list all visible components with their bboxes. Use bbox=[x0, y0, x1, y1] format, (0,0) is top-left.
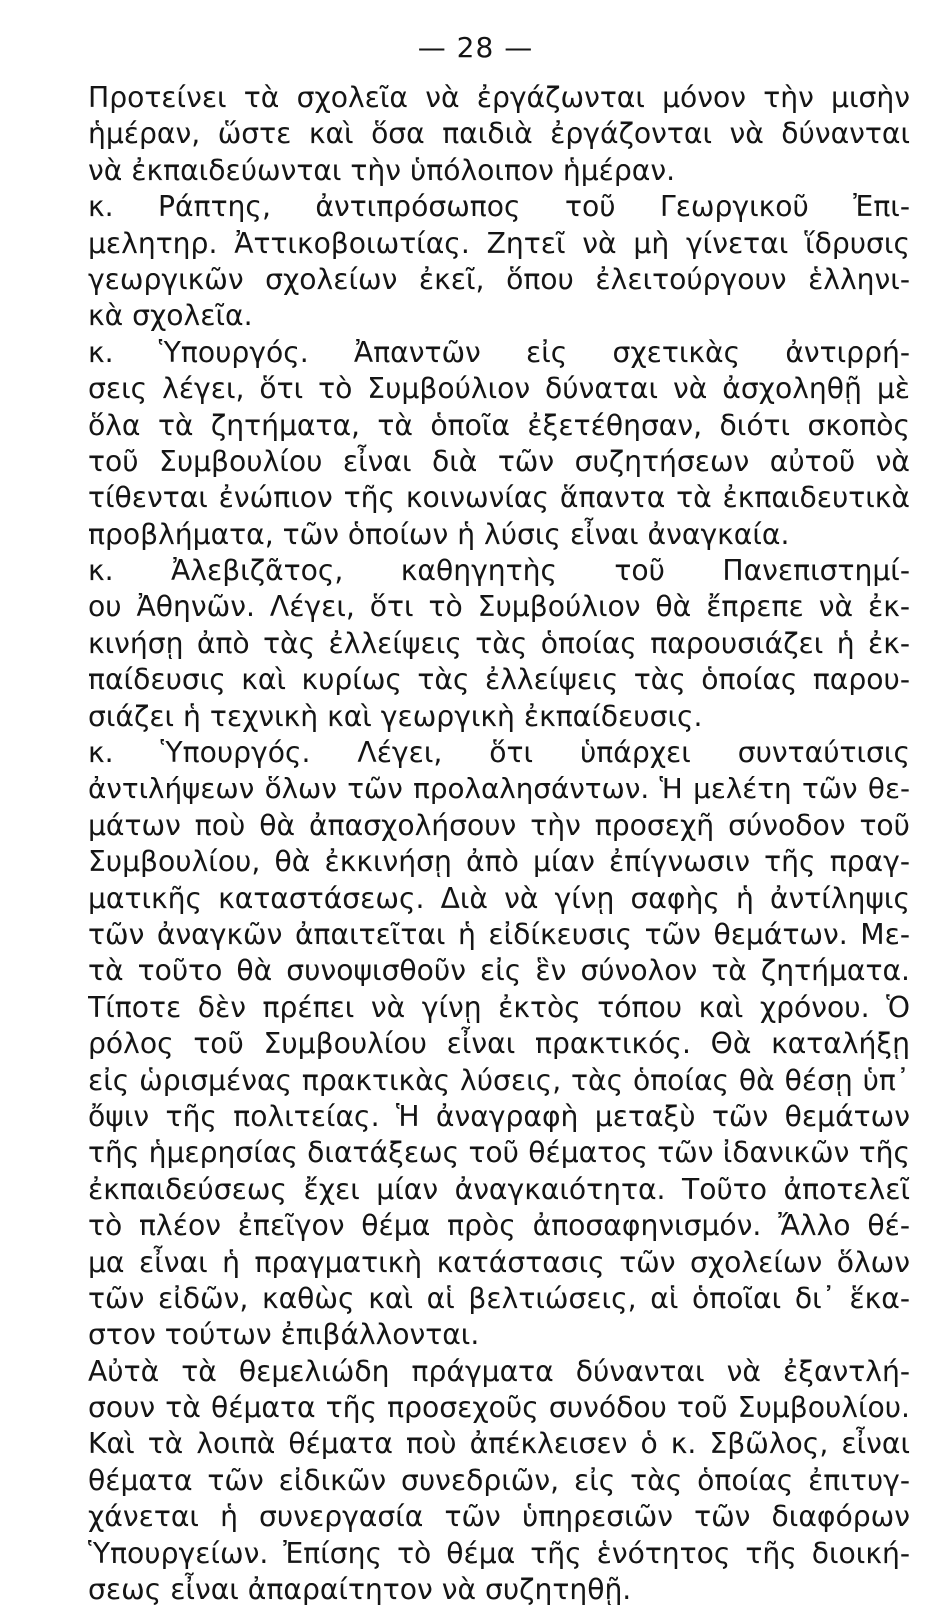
text-line: τὸ πλέον ἐπεῖγον θέμα πρὸς ἀποσαφηνισμόν. Ἄλλο θέ- bbox=[88, 1209, 910, 1243]
text-line: τῆς ἡμερησίας διατάξεως τοῦ θέματος τῶν ἰδανικῶν τῆς bbox=[88, 1136, 910, 1170]
text-line: χάνεται ἡ συνεργασία τῶν ὑπηρεσιῶν τῶν διαφόρων bbox=[88, 1500, 910, 1534]
text-line: τῶν ἀναγκῶν ἀπαιτεῖται ἡ εἰδίκευσις τῶν θεμάτων. Με- bbox=[88, 917, 910, 951]
text-line: Καὶ τὰ λοιπὰ θέματα ποὺ ἀπέκλεισεν ὁ κ. Σβῶλος, εἶναι bbox=[88, 1427, 910, 1461]
text-line: νὰ ἐκπαιδεύωνται τὴν ὑπόλοιπον ἡμέραν. bbox=[88, 153, 676, 187]
page-number: — 28 — bbox=[417, 31, 534, 64]
text-line: Αὐτὰ τὰ θεμελιώδη πράγματα δύνανται νὰ ἐξαντλή- bbox=[88, 1354, 910, 1388]
text-line: σεως εἶναι ἀπαραίτητον νὰ συζητηθῇ. bbox=[88, 1573, 632, 1607]
text-line: ματικῆς καταστάσεως. Διὰ νὰ γίνῃ σαφὴς ἡ ἀντίληψις bbox=[88, 881, 910, 915]
text-line: κ. Ὑπουργός. Λέγει, ὅτι ὑπάρχει συνταύτισις bbox=[88, 736, 910, 770]
text-line: σιάζει ἡ τεχνικὴ καὶ γεωργικὴ ἐκπαίδευσις. bbox=[88, 699, 703, 733]
text-line: κινήσῃ ἀπὸ τὰς ἐλλείψεις τὰς ὁποίας παρουσιάζει ἡ ἐκ- bbox=[88, 626, 910, 660]
text-line: Τίποτε δὲν πρέπει νὰ γίνῃ ἐκτὸς τόπου καὶ χρόνου. Ὁ bbox=[88, 990, 910, 1024]
text-line: ου Ἀθηνῶν. Λέγει, ὅτι τὸ Συμβούλιον θὰ ἔπρεπε νὰ ἐκ- bbox=[88, 590, 910, 624]
text-line: κ. Ἀλεβιζᾶτος, καθηγητὴς τοῦ Πανεπιστημί- bbox=[88, 554, 910, 588]
body-text bbox=[88, 80, 910, 1608]
text-line: τίθενται ἐνώπιον τῆς κοινωνίας ἅπαντα τὰ ἐκπαιδευτικὰ bbox=[88, 481, 910, 515]
text-line: ὅλα τὰ ζητήματα, τὰ ὁποῖα ἐξετέθησαν, διότι σκοπὸς bbox=[88, 408, 910, 442]
text-line: τοῦ Συμβουλίου εἶναι διὰ τῶν συζητήσεων αὐτοῦ νὰ bbox=[88, 444, 910, 478]
text-line: τῶν εἰδῶν, καθὼς καὶ αἱ βελτιώσεις, αἱ ὁποῖαι δι᾽ ἕκα- bbox=[88, 1281, 910, 1315]
text-line: προβλήματα, τῶν ὁποίων ἡ λύσις εἶναι ἀναγκαία. bbox=[88, 517, 790, 551]
text-line: μελητηρ. Ἀττικοβοιωτίας. Ζητεῖ νὰ μὴ γίνεται ἵδρυσις bbox=[88, 226, 910, 260]
text-line: σουν τὰ θέματα τῆς προσεχοῦς συνόδου τοῦ Συμβουλίου. bbox=[88, 1391, 910, 1425]
text-line: σεις λέγει, ὅτι τὸ Συμβούλιον δύναται νὰ ἀσχοληθῇ μὲ bbox=[88, 372, 910, 406]
text-line: κὰ σχολεῖα. bbox=[88, 299, 253, 333]
text-line: τὰ τοῦτο θὰ συνοψισθοῦν εἰς ἓν σύνολον τὰ ζητήματα. bbox=[88, 954, 910, 988]
text-line: κ. Ράπτης, ἀντιπρόσωπος τοῦ Γεωργικοῦ Ἐπι- bbox=[88, 190, 910, 224]
text-line: κ. Ὑπουργός. Ἀπαντῶν εἰς σχετικὰς ἀντιρρή- bbox=[88, 335, 910, 369]
text-line: ἐκπαιδεύσεως ἔχει μίαν ἀναγκαιότητα. Τοῦτο ἀποτελεῖ bbox=[88, 1172, 910, 1206]
text-line: ἀντιλήψεων ὅλων τῶν προλαλησάντων. Ἡ μελέτη τῶν θε- bbox=[88, 772, 910, 806]
text-line: μα εἶναι ἡ πραγματικὴ κατάστασις τῶν σχολείων ὅλων bbox=[88, 1245, 910, 1279]
text-line: εἰς ὡρισμένας πρακτικὰς λύσεις, τὰς ὁποίας θὰ θέσῃ ὑπ᾽ bbox=[88, 1063, 910, 1097]
text-line: Προτείνει τὰ σχολεῖα νὰ ἐργάζωνται μόνον τὴν μισὴν bbox=[88, 81, 910, 114]
text-line: Συμβουλίου, θὰ ἐκκινήσῃ ἀπὸ μίαν ἐπίγνωσιν τῆς πραγ- bbox=[88, 845, 910, 879]
text-line: ὄψιν τῆς πολιτείας. Ἡ ἀναγραφὴ μεταξὺ τῶν θεμάτων bbox=[88, 1099, 910, 1133]
text-line: στον τούτων ἐπιβάλλονται. bbox=[88, 1318, 480, 1352]
text-line: Ὑπουργείων. Ἐπίσης τὸ θέμα τῆς ἑνότητος τῆς διοική- bbox=[88, 1536, 910, 1570]
text-line: ἡμέραν, ὥστε καὶ ὅσα παιδιὰ ἐργάζονται νὰ δύνανται bbox=[88, 117, 910, 151]
text-line: θέματα τῶν εἰδικῶν συνεδριῶν, εἰς τὰς ὁποίας ἐπιτυγ- bbox=[88, 1463, 910, 1497]
text-line: ρόλος τοῦ Συμβουλίου εἶναι πρακτικός. Θὰ καταλήξῃ bbox=[88, 1027, 910, 1061]
text-line: μάτων ποὺ θὰ ἀπασχολήσουν τὴν προσεχῆ σύνοδον τοῦ bbox=[88, 808, 910, 842]
text-line: γεωργικῶν σχολείων ἐκεῖ, ὅπου ἐλειτούργουν ἑλληνι- bbox=[88, 262, 910, 296]
text-line: παίδευσις καὶ κυρίως τὰς ἐλλείψεις τὰς ὁποίας παρου- bbox=[88, 663, 910, 697]
